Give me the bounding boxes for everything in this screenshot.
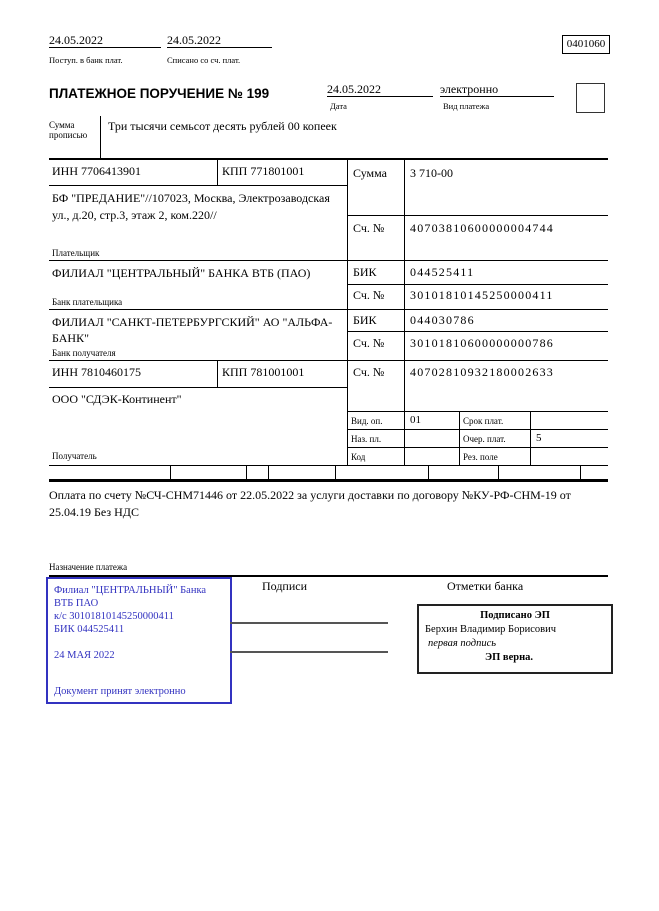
table-line bbox=[347, 411, 608, 412]
amount-label: Сумма bbox=[353, 166, 387, 180]
reserve-label: Рез. поле bbox=[463, 452, 498, 462]
received-date-label: Поступ. в банк плат. bbox=[49, 55, 123, 65]
divider bbox=[100, 116, 101, 159]
table-line bbox=[49, 479, 608, 482]
payee-label: Получатель bbox=[52, 451, 97, 461]
op-kind-label: Вид. оп. bbox=[351, 416, 383, 426]
received-date: 24.05.2022 bbox=[49, 33, 161, 48]
payee-bank-label: Банк получателя bbox=[52, 348, 116, 358]
table-line bbox=[347, 331, 608, 332]
payee-bank-name: ФИЛИАЛ "САНКТ-ПЕТЕРБУРГСКИЙ" АО "АЛЬФА-БАНК" bbox=[52, 315, 333, 345]
signature-line bbox=[230, 622, 388, 624]
table-line bbox=[49, 387, 347, 388]
divider bbox=[246, 465, 247, 480]
payer-account: 40703810600000004744 bbox=[410, 221, 554, 235]
payee-account: 40702810932180002633 bbox=[410, 365, 554, 379]
priority-value: 5 bbox=[536, 432, 542, 444]
divider bbox=[217, 158, 218, 185]
payment-kind: электронно bbox=[440, 82, 554, 97]
priority-label: Очер. плат. bbox=[463, 434, 506, 444]
purpose-label: Назначение платежа bbox=[49, 562, 128, 572]
esign-title: Подписано ЭП bbox=[480, 610, 550, 621]
payer-bank-account-label: Сч. № bbox=[353, 288, 385, 302]
payee-name: ООО "СДЭК-Континент" bbox=[52, 392, 182, 406]
payee-account-label: Сч. № bbox=[353, 365, 385, 379]
amount-words-label: Сумма прописью bbox=[49, 120, 88, 140]
pay-term-label: Срок плат. bbox=[463, 416, 504, 426]
divider bbox=[580, 465, 581, 480]
stamp-corr-account: к/с 30101810145250000411 bbox=[54, 611, 174, 622]
payer-label: Плательщик bbox=[52, 248, 100, 258]
stamp-accepted-note: Документ принят электронно bbox=[54, 686, 186, 697]
table-line bbox=[49, 185, 347, 186]
payer-bank-bik: 044525411 bbox=[410, 265, 475, 279]
payee-inn: ИНН 7810460175 bbox=[52, 365, 141, 379]
amount-value: 3 710-00 bbox=[410, 166, 453, 180]
table-line bbox=[49, 309, 608, 310]
table-line bbox=[49, 260, 608, 261]
payee-bank-account: 30101810600000000786 bbox=[410, 336, 554, 350]
payer-bank-name: ФИЛИАЛ "ЦЕНТРАЛЬНЫЙ" БАНКА ВТБ (ПАО) bbox=[52, 266, 311, 280]
payee-bank-account-label: Сч. № bbox=[353, 336, 385, 350]
payee-bank-bik: 044030786 bbox=[410, 313, 475, 327]
esign-verified: ЭП верна. bbox=[485, 652, 534, 663]
divider bbox=[268, 465, 269, 480]
payer-kpp: КПП 771801001 bbox=[222, 164, 305, 178]
empty-checkbox bbox=[576, 83, 605, 113]
payer-inn: ИНН 7706413901 bbox=[52, 164, 141, 178]
stamp-bik: БИК 044525411 bbox=[54, 624, 125, 635]
debited-date: 24.05.2022 bbox=[167, 33, 272, 48]
code-label: Код bbox=[351, 452, 366, 462]
esignature-box bbox=[417, 604, 613, 674]
payer-bank-label: Банк плательщика bbox=[52, 297, 123, 307]
payment-kind-label: Вид платежа bbox=[443, 101, 490, 111]
table-line bbox=[49, 158, 608, 160]
divider bbox=[428, 465, 429, 480]
table-line bbox=[49, 360, 608, 361]
form-code-box: 0401060 bbox=[562, 35, 610, 54]
esign-name: Берхин Владимир Борисович bbox=[425, 624, 556, 635]
bank-marks-label: Отметки банка bbox=[447, 579, 524, 593]
divider bbox=[347, 158, 348, 466]
table-line bbox=[347, 447, 608, 448]
divider bbox=[498, 465, 499, 480]
signature-line bbox=[230, 651, 388, 653]
stamp-bank-name: Филиал "ЦЕНТРАЛЬНЫЙ" Банка ВТБ ПАО bbox=[54, 585, 207, 609]
document-title: ПЛАТЕЖНОЕ ПОРУЧЕНИЕ № 199 bbox=[49, 86, 270, 101]
amount-words: Три тысячи семьсот десять рублей 00 копеек bbox=[108, 119, 337, 133]
payee-kpp: КПП 781001001 bbox=[222, 365, 305, 379]
document-date-label: Дата bbox=[330, 101, 347, 111]
table-line bbox=[49, 465, 608, 466]
payer-name: БФ "ПРЕДАНИЕ"//107023, Москва, Электрозаводская ул., д.20, стр.3, этаж 2, ком.220// bbox=[52, 191, 330, 222]
purpose-text: Оплата по счету №СЧ-СНМ71446 от 22.05.2022 за услуги доставки по договору №КУ-РФ-СНМ-19 от 25.04.19 Без НДС bbox=[49, 488, 571, 519]
purpose-code-label: Наз. пл. bbox=[351, 434, 382, 444]
divider bbox=[335, 465, 336, 480]
divider bbox=[170, 465, 171, 480]
op-kind-value: 01 bbox=[410, 414, 421, 426]
signatures-label: Подписи bbox=[262, 579, 308, 593]
payer-bank-bik-label: БИК bbox=[353, 265, 377, 279]
esign-role: первая подпись bbox=[428, 638, 497, 649]
divider bbox=[404, 158, 405, 466]
divider bbox=[217, 360, 218, 387]
document-date: 24.05.2022 bbox=[327, 82, 433, 97]
bank-stamp bbox=[46, 577, 232, 704]
debited-date-label: Списано со сч. плат. bbox=[167, 55, 241, 65]
payer-account-label: Сч. № bbox=[353, 221, 385, 235]
divider bbox=[530, 411, 531, 466]
table-line bbox=[347, 429, 608, 430]
table-line bbox=[347, 284, 608, 285]
divider bbox=[459, 411, 460, 466]
payee-bank-bik-label: БИК bbox=[353, 313, 377, 327]
payer-bank-account: 30101810145250000411 bbox=[410, 288, 554, 302]
table-line bbox=[347, 215, 608, 216]
stamp-date: 24 МАЯ 2022 bbox=[54, 650, 115, 661]
